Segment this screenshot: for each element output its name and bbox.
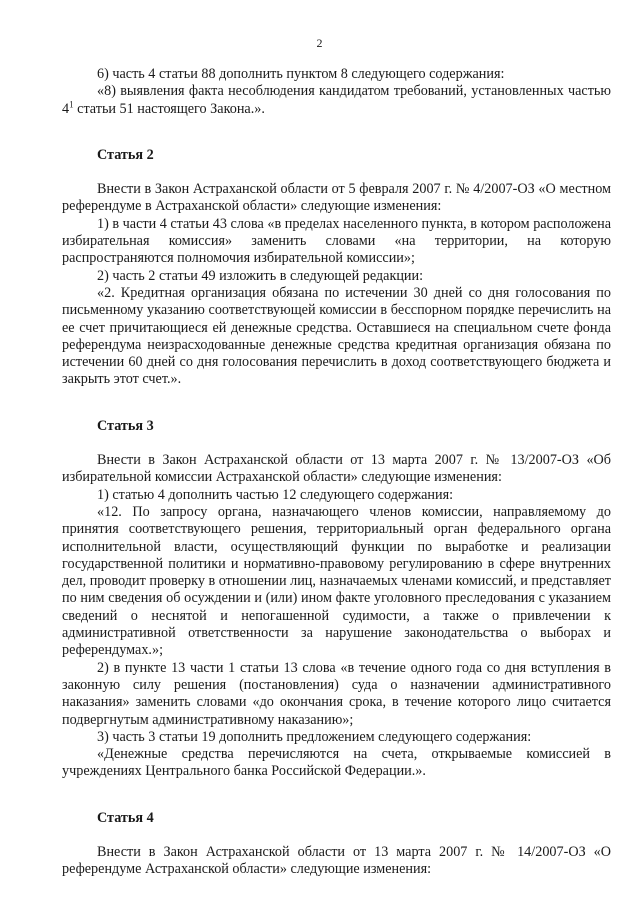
paragraph: 3) часть 3 статьи 19 дополнить предложением следующего содержания: [97,728,532,745]
paragraph: 2) в пункте 13 части 1 статьи 13 слова «в течение одного года со дня вступления в законную силу решения (постановления) суда о назначении административного наказания» заменить словами «до окончания срока, в течение которого лицо считается подвергнутым административному наказанию»; [62,659,611,728]
paragraph: Внести в Закон Астраханской области от 5 февраля 2007 г. № 4/2007-ОЗ «О местном референдуме в Астраханской области» следующие изменения: [62,181,611,215]
paragraph: 1) в части 4 статьи 43 слова «в пределах населенного пункта, в котором расположена избирательная комиссия» заменить словами «на территории, на которую распространяются полномочия избирательной комиссии»; [62,215,611,267]
paragraph: Внести в Закон Астраханской области от 13 марта 2007 г. № 13/2007-ОЗ «Об избирательной комиссии Астраханской области» следующие изменения: [62,452,611,486]
page-number: 2 [316,36,323,50]
article-heading: Статья 2 [97,146,154,163]
paragraph: 2) часть 2 статьи 49 изложить в следующей редакции: [97,267,424,284]
document-body [62,66,611,879]
paragraph-text: статьи 51 настоящего Закона.». [73,100,265,117]
paragraph: «12. По запросу органа, назначающего членов комиссии, направляемому до принятия соответствующего решения, территориальный орган федерального органа исполнительной власти, осуществляющий функции по выработке и реализации государственной политики и нормативно-правовому регулированию в сфере внутренних дел, проводит проверку в отношении лиц, назначаемых членами комиссий, и представляет по ним сведения об осуждении и (или) ином факте уголовного преследования с указанием сведений о неснятой и непогашенной судимости, а также о привлечении к административной ответственности за нарушение законодательства о выборах и референдумах.»; [62,503,611,659]
paragraph: «Денежные средства перечисляются на счета, открываемые комиссией в учреждениях Центрального банка Российской Федерации.». [62,746,611,780]
superscript: 1 [69,98,74,109]
paragraph: «2. Кредитная организация обязана по истечении 30 дней со дня голосования по письменному указанию соответствующей комиссии в бесспорном порядке перечислить на ее счет причитающиеся ей денежные средства. Оставшиеся на специальном счете фонда референдума неизрасходованные денежные средства кредитная организация обязана по истечении 60 дней со дня голосования перечислить в доход соответствующего бюджета и закрыть этот счет.». [62,284,611,388]
paragraph [62,83,611,118]
paragraph: 6) часть 4 статьи 88 дополнить пунктом 8 следующего содержания: [97,66,505,82]
article-heading: Статья 3 [97,417,154,434]
article-heading: Статья 4 [97,809,154,826]
paragraph: Внести в Закон Астраханской области от 13 марта 2007 г. № 14/2007-ОЗ «О референдуме Астраханской области» следующие изменения: [62,843,611,878]
paragraph-text: «8) выявления факта несоблюдения кандидатом требований, установленных частью 4 [62,83,611,117]
paragraph: 1) статью 4 дополнить частью 12 следующего содержания: [97,486,454,503]
